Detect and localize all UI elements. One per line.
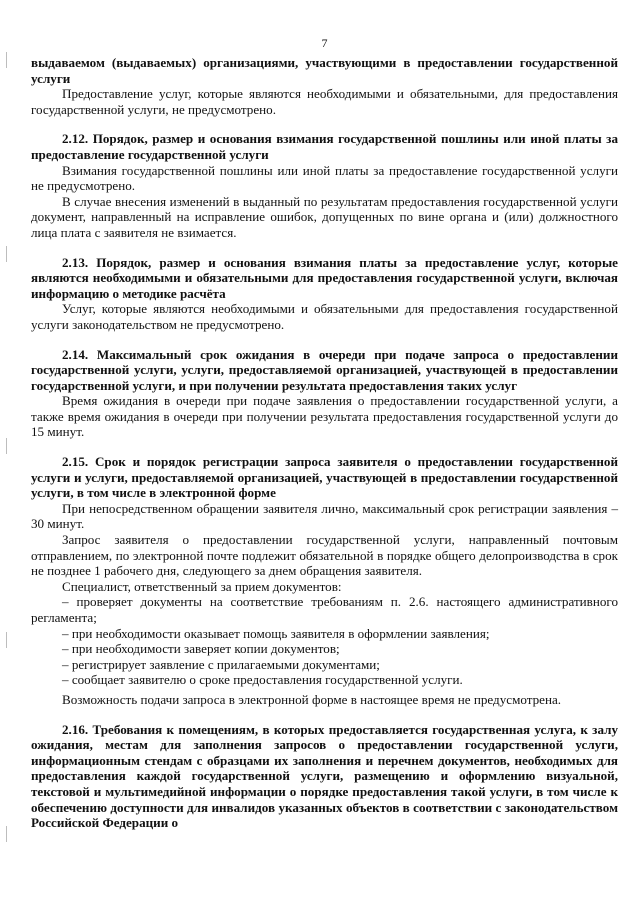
section-2-15-paragraph-2: Запрос заявителя о предоставлении государственной услуги, направленный почтовым отправлением, по электронной почте подлежит обязательной в порядке общего делопроизводства в срок не позднее 1 рабочего дня, следующего за днем обращения заявителя.	[31, 532, 618, 579]
intro-paragraph: Предоставление услуг, которые являются необходимыми и обязательными, для предоставления государственной услуги, не предусмотрено.	[31, 86, 618, 117]
list-item: – регистрирует заявление с прилагаемыми документами;	[62, 656, 380, 672]
scan-edge-mark	[6, 438, 7, 454]
intro-continuation: выдаваемом (выдаваемых) организациями, участвующими в предоставлении государственной услуги	[31, 55, 618, 86]
section-2-12-paragraph-2: В случае внесения изменений в выданный по результатам предоставления государственной услуги документ, направленный на исправление ошибок, допущенных по вине органа и (или) должностного лица плата с заявителя не взимается.	[31, 193, 618, 240]
scan-edge-mark	[6, 52, 7, 68]
section-2-13-heading: 2.13. Порядок, размер и основания взимания платы за предоставление услуг, которые являются необходимыми и обязательными для предоставления государственной услуги, включая информацию о методике расчёта	[31, 254, 618, 301]
list-item: – при необходимости оказывает помощь заявителя в оформлении заявления;	[62, 625, 490, 641]
list-item: – проверяет документы на соответствие требованиям п. 2.6. настоящего административного регламента;	[31, 594, 618, 625]
section-2-15-paragraph-1: При непосредственном обращении заявителя лично, максимальный срок регистрации заявления – 30 минут.	[31, 500, 618, 532]
section-2-12-heading: 2.12. Порядок, размер и основания взимания государственной пошлины или иной платы за предоставление государственной услуги	[31, 131, 618, 162]
scan-edge-mark	[6, 246, 7, 262]
section-2-15-heading: 2.15. Срок и порядок регистрации запроса заявителя о предоставлении государственной услуги и услуги, предоставляемой организацией, участвующей в предоставлении государственной услуги, в том числе в электронной форме	[31, 454, 618, 501]
scan-edge-mark	[6, 632, 7, 648]
list-item: – сообщает заявителю о сроке предоставления государственной услуги.	[62, 672, 463, 688]
section-2-15-paragraph-3: Специалист, ответственный за прием документов:	[62, 578, 342, 594]
page-number: 7	[321, 36, 328, 50]
section-2-13-paragraph-1: Услуг, которые являются необходимыми и обязательными для предоставления государственной услуги законодательством не предусмотрено.	[31, 301, 618, 332]
section-2-14-paragraph-1: Время ожидания в очереди при подаче заявления о предоставлении государственной услуги, а также время ожидания в очереди при получении результата предоставления государственной услуги до 15 минут.	[31, 393, 618, 440]
section-2-16-heading: 2.16. Требования к помещениям, в которых предоставляется государственная услуга, к залу ожидания, местам для заполнения запросов о предоставлении государственной услуги, информационным стендам с образцами их заполнения и перечнем документов, необходимых для предоставления каждой государственной услуги, размещению и оформлению визуальной, текстовой и мультимедийной информации о порядке предоставления такой услуги, в том числе к обеспечению доступности для инвалидов указанных объектов в соответствии с законодательством Российской Федерации о	[31, 721, 618, 831]
section-2-15-paragraph-4: Возможность подачи запроса в электронной форме в настоящее время не предусмотрена.	[62, 691, 562, 707]
section-2-12-paragraph-1: Взимания государственной пошлины или иной платы за предоставление государственной услуги не предусмотрено.	[31, 162, 618, 194]
section-2-14-heading: 2.14. Максимальный срок ожидания в очереди при подаче запроса о предоставлении государственной услуги, услуги, предоставляемой организацией, участвующей в предоставлении государственной услуги, и при получении результата предоставления таких услуг	[31, 346, 618, 393]
scan-edge-mark	[6, 826, 7, 842]
list-item: – при необходимости заверяет копии документов;	[62, 641, 340, 657]
